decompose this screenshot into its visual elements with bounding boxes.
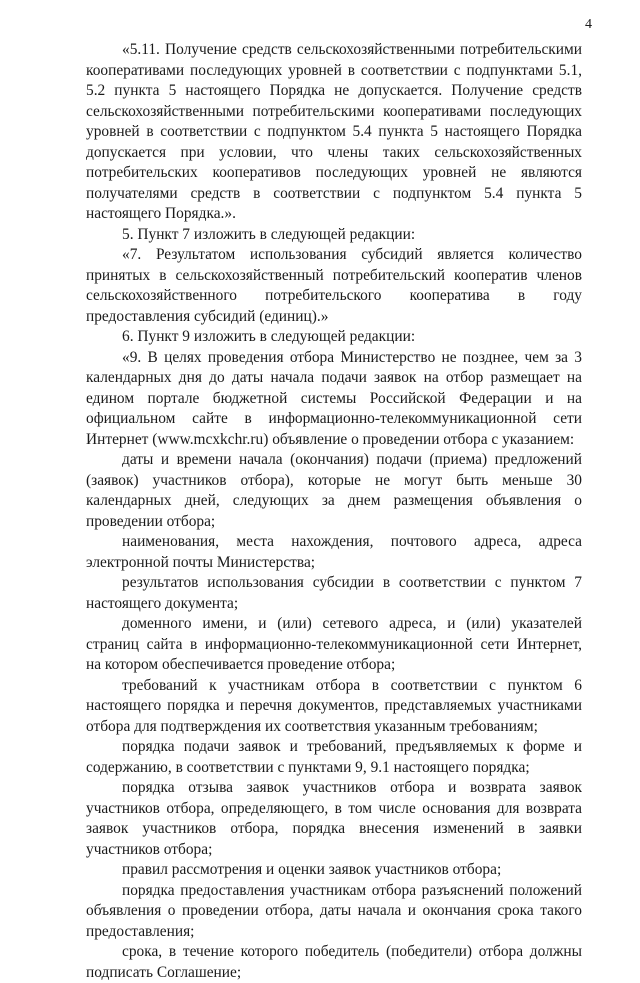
list-item: даты и времени начала (окончания) подачи (приема) предложений (заявок) участников отбора), которые не могут быть меньше 30 календарных дней, следующих за днем размещения объявления о проведении отбора; bbox=[86, 451, 582, 530]
list-item: требований к участникам отбора в соответствии с пунктом 6 настоящего порядка и перечня документов, представляемых участниками отбора для подтверждения их соответствия указанным требованиям; bbox=[86, 676, 582, 735]
document-body bbox=[86, 40, 582, 983]
list-item: правил рассмотрения и оценки заявок участников отбора; bbox=[122, 861, 502, 878]
list-item: порядка отзыва заявок участников отбора и возврата заявок участников отбора, определяющего, в том числе основания для возврата заявок участников отбора, порядка внесения изменений в заявки участников отбора; bbox=[86, 779, 582, 858]
list-item: порядка предоставления участникам отбора разъяснений положений объявления о проведении отбора, даты начала и окончания срока такого предоставления; bbox=[86, 881, 582, 940]
list-item: наименования, места нахождения, почтового адреса, адреса электронной почты Министерства; bbox=[86, 533, 582, 571]
list-item: срока, в течение которого победитель (победители) отбора должны подписать Соглашение; bbox=[86, 943, 582, 981]
paragraph-item-9: «9. В целях проведения отбора Министерство не позднее, чем за 3 календарных дня до даты начала подачи заявок на отбор размещает на едином портале бюджетной системы Российской Федерации и на официальном сайте в информационно-телекоммуникационной сети Интернет (www.mcxkchr.ru) объявление о проведении отбора с указанием: bbox=[86, 348, 582, 448]
list-item: результатов использования субсидии в соответствии с пунктом 7 настоящего документа; bbox=[86, 574, 582, 612]
paragraph-amend-item-9: 6. Пункт 9 изложить в следующей редакции: bbox=[122, 328, 416, 345]
paragraph-item-7: «7. Результатом использования субсидий является количество принятых в сельскохозяйственный потребительский кооператив членов сельскохозяйственного потребительского кооператива в году предоставления субсидий (единиц).» bbox=[86, 246, 582, 325]
list-item: порядка подачи заявок и требований, предъявляемых к форме и содержанию, в соответствии с пунктами 9, 9.1 настоящего порядка; bbox=[86, 738, 582, 776]
paragraph-amend-item-7: 5. Пункт 7 изложить в следующей редакции: bbox=[122, 225, 416, 243]
paragraph-5-11: «5.11. Получение средств сельскохозяйственными потребительскими кооперативами последующих уровней в соответствии с подпунктами 5.1, 5.2 пункта 5 настоящего Порядка не допускается. Получение средств сельскохозяйственными потребительскими кооперативами последующих уровней в соответствии с подпунктом 5.4 пункта 5 настоящего Порядка допускается при условии, что члены таких сельскохозяйственных потребительских кооперативов последующих уровней не являются получателями средств в соответствии с подпунктом 5.4 пункта 5 настоящего Порядка.». bbox=[86, 41, 582, 222]
list-item: доменного имени, и (или) сетевого адреса, и (или) указателей страниц сайта в информационно-телекоммуникационной сети Интернет, на котором обеспечивается проведение отбора; bbox=[86, 615, 582, 673]
page-number: 4 bbox=[585, 17, 592, 32]
